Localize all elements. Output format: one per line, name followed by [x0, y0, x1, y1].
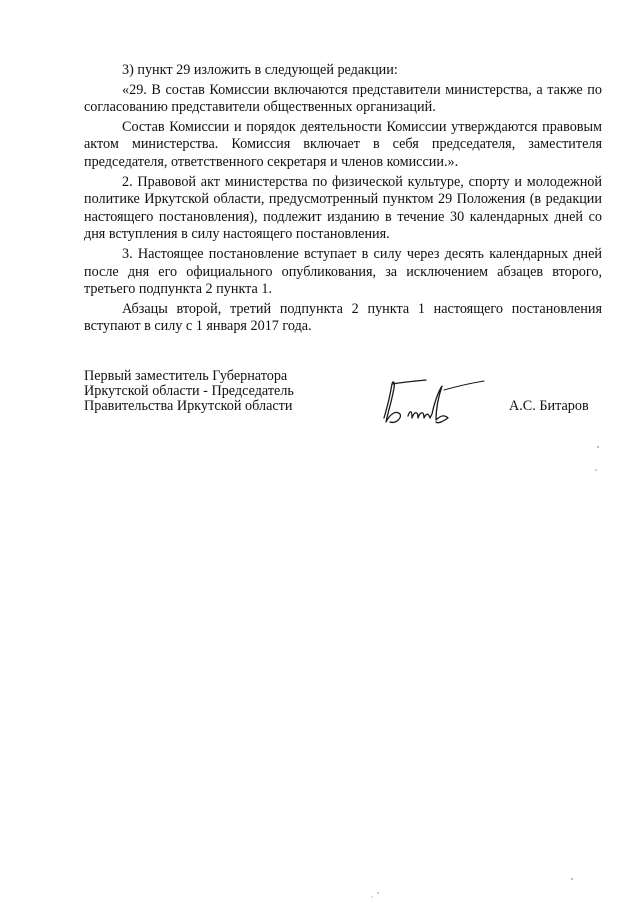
signer-name: А.С. Битаров: [509, 398, 589, 414]
document-body: [84, 62, 602, 336]
paragraph-section-2: 2. Правовой акт министерства по физической культуре, спорту и молодежной политике Иркутской области, предусмотренный пунктом 29 Положения (в редакции настоящего постановления), подлежит изданию в течение 30 календарных дней со дня вступления в силу настоящего постановления.: [84, 173, 602, 243]
paragraph-commission-composition: Состав Комиссии и порядок деятельности Комиссии утверждаются правовым актом министерства. Комиссия включает в себя председателя, заместителя председателя, ответственного секретаря и членов комиссии.».: [84, 118, 602, 170]
handwritten-signature: [378, 374, 488, 430]
paragraph-effective-date: Абзацы второй, третий подпункта 2 пункта 1 настоящего постановления вступают в силу с 1 января 2017 года.: [84, 300, 602, 335]
signatory-title-line: Правительства Иркутской области: [84, 398, 293, 414]
paragraph-item-29-text: «29. В состав Комиссии включаются представители министерства, а также по согласованию представители общественных организаций.: [84, 81, 602, 116]
paragraph-section-3: 3. Настоящее постановление вступает в силу через десять календарных дней после дня его официального опубликования, за исключением абзацев второго, третьего подпункта 2 пункта 1.: [84, 245, 602, 298]
signatory-title: [84, 369, 294, 414]
paragraph-item-3-intro: 3) пункт 29 изложить в следующей редакции:: [122, 62, 398, 78]
signatory-title-line: Первый заместитель Губернатора: [84, 368, 288, 384]
signatory-title-line: Иркутской области - Председатель: [84, 383, 294, 399]
